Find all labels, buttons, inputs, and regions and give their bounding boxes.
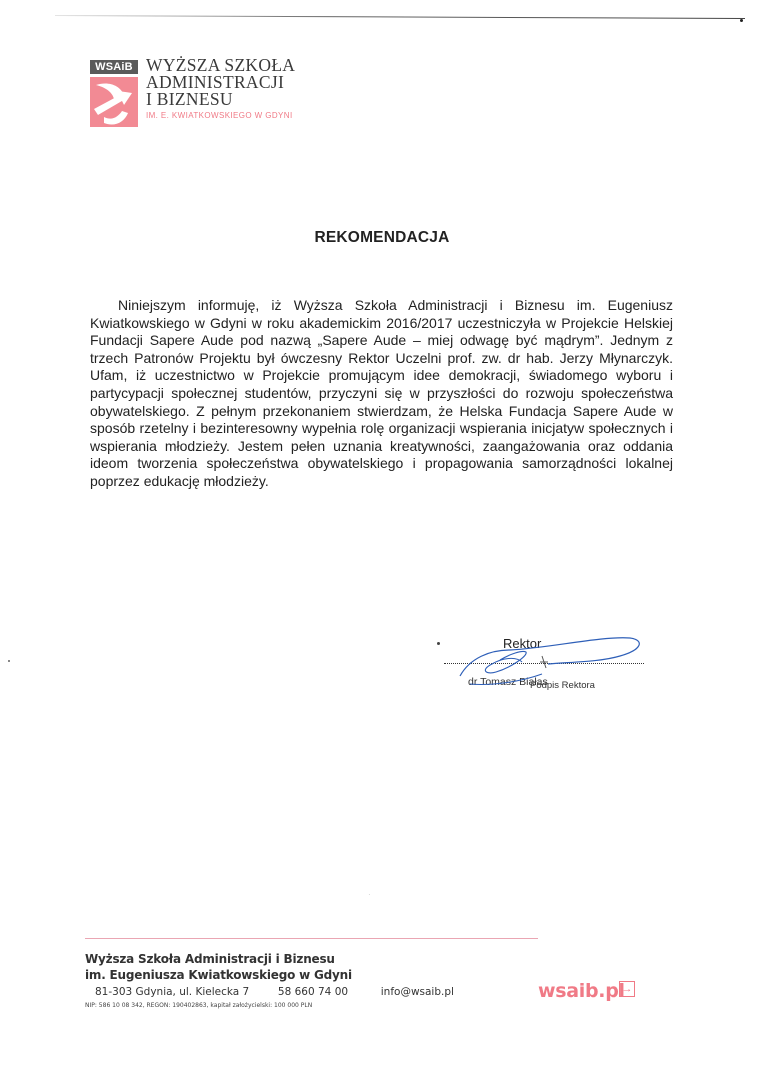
scan-artifact-dot [740,19,743,22]
university-logo [90,57,320,137]
document-body [90,297,673,491]
body-paragraph: Niniejszym informuję, iż Wyższa Szkoła Administracji i Biznesu im. Eugeniusz Kwiatkowskiego w Gdyni w roku akademickim 2016/2017 uczestniczyła w Projekcie Helskiej Fundacji Sapere Aude pod nazwą „Sapere Aude – miej odwagę być mądrym”. Jednym z trzech Patronów Projektu był ówczesny Rektor Uczelni prof. zw. dr hab. Jerzy Młynarczyk. Ufam, iż uczestnictwo w Projekcie promującym idee demokracji, świadomego wyboru i partycypacji społecznej studentów, przyczyni się w przyszłości do rozwoju społeczeństwa obywatelskiego. Z pełnym przekonaniem stwierdzam, że Helska Fundacja Sapere Aude w sposób rzetelny i bezinteresowny wypełnia rolę organizacji wspierania inicjatyw społecznych i wspierania młodzieży. Jestem pełen uznania kreatywności, zaangażowania oraz oddania ideom tworzenia społeczeństwa obywatelskiego i propagowania samorządności lokalnej poprzez edukację młodzieży. [90,297,673,489]
logo-badge: WSAiB [90,60,138,74]
rector-name-stamp: dr Tomasz Białas [468,676,548,688]
logo-subtitle: IM. E. KWIATKOWSKIEGO W GDYNI [146,111,293,120]
rektor-stamp: Rektor [503,636,542,651]
logo-title-line: I BIZNESU [146,89,233,109]
footer-website-link[interactable]: wsaib.pl [538,980,625,1002]
footer-phone: 58 660 74 00 [277,986,349,998]
wsaib-arrow-emblem-icon [90,77,138,127]
footer-contact [95,986,454,998]
footer-address: 81-303 Gdynia, ul. Kielecka 7 [95,986,250,998]
document-title: REKOMENDACJA [314,229,450,246]
signature-dotted-line [444,663,644,664]
signature-caption: Podpis Rektora [530,680,595,691]
logo-title [146,57,295,108]
footer-org-line: Wyższa Szkoła Administracji i Biznesu [85,952,335,966]
logo-title-line: WYŻSZA SZKOŁA [146,55,296,75]
logo-title-line: ADMINISTRACJI [146,72,285,92]
signature-block [430,628,670,698]
scan-artifact-mark: · [368,890,371,899]
footer-organization [85,951,352,983]
footer-org-line: im. Eugeniusza Kwiatkowskiego w Gdyni [85,968,352,982]
footer-legal-info: NIP: 586 10 08 342, REGON: 190402863, kapitał założycielski: 100 000 PLN [85,1002,313,1009]
scan-artifact-mark [8,660,10,662]
scan-artifact-line [55,15,745,19]
arrow-right-box-icon: → [619,981,635,997]
footer-email[interactable]: info@wsaib.pl [380,986,454,998]
footer-divider [85,938,538,939]
